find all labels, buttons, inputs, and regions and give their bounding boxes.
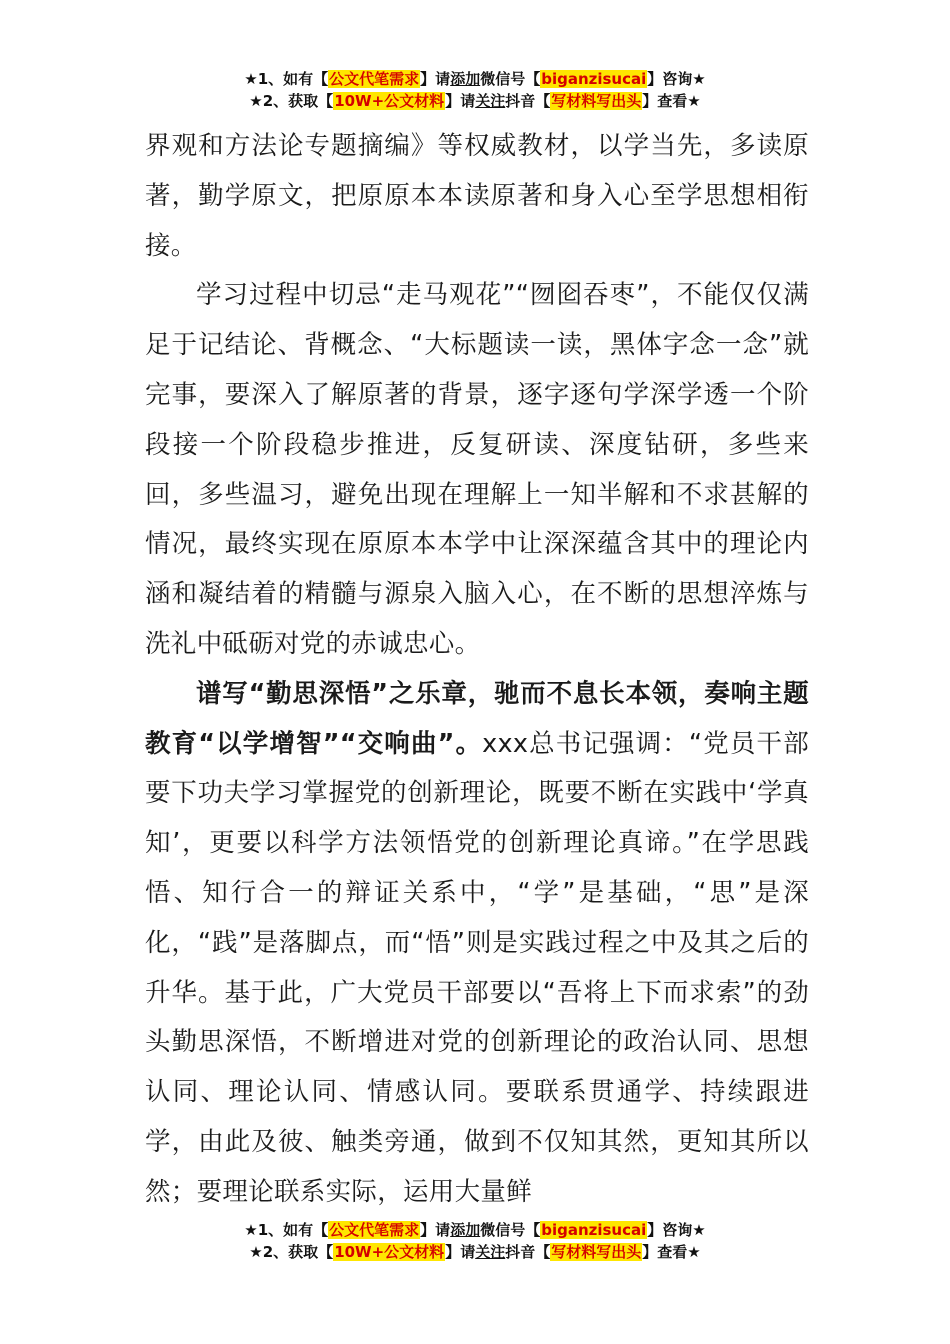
banner-text: 】请	[445, 1243, 476, 1261]
paragraph-2: 学习过程中切忌“走马观花”“囫囵吞枣”，不能仅仅满足于记结论、背概念、“大标题读一读，黑体字念一念”就完事，要深入了解原著的背景，逐字逐句学深学透一个阶段接一个阶段稳步推进，反复研读、深度钻研，多些来回，多些温习，避免出现在理解上一知半解和不求甚解的情况，最终实现在原原本本学中让深深蕴含其中的理论内涵和凝结着的精髓与源泉入脑入心，在不断的思想淬炼与洗礼中砥砺对党的赤诚忠心。	[145, 280, 809, 659]
paragraph-1: 界观和方法论专题摘编》等权威教材，以学当先，多读原著，勤学原文，把原原本本读原著和身入心至学思想相衔接。	[145, 131, 809, 261]
banner-text: ★1、如有【	[244, 1221, 329, 1239]
banner-wechat-id: biganzisucai	[541, 1221, 647, 1239]
banner-text: 微信号【	[480, 70, 541, 88]
banner-text: 抖音【	[505, 92, 551, 110]
banner-highlight: 公文代笔需求	[329, 70, 420, 88]
banner-wechat-id: biganzisucai	[541, 70, 647, 88]
banner-line-1	[0, 1219, 950, 1241]
banner-underline: 添加	[450, 1221, 481, 1239]
banner-line-2	[0, 1241, 950, 1263]
banner-douyin-id: 写材料写出头	[551, 92, 642, 110]
banner-text: 抖音【	[505, 1243, 551, 1261]
banner-text: 】请	[420, 70, 451, 88]
banner-text: ★2、获取【	[249, 92, 334, 110]
banner-text: 】查看★	[642, 92, 701, 110]
footer-banner	[0, 1219, 950, 1263]
banner-text: 】咨询★	[647, 70, 706, 88]
banner-text: ★1、如有【	[244, 70, 329, 88]
banner-highlight: 公文代笔需求	[329, 1221, 420, 1239]
banner-text: 微信号【	[480, 1221, 541, 1239]
paragraph-3-heading: 谱写“勤思深悟”之乐章，驰而不息长本领，奏响主题教育“以学增智”“交响曲”。	[145, 678, 809, 759]
banner-underline: 关注	[475, 92, 506, 110]
banner-text: ★2、获取【	[249, 1243, 334, 1261]
banner-underline: 添加	[450, 70, 481, 88]
banner-text: 】请	[420, 1221, 451, 1239]
banner-text: 】查看★	[642, 1243, 701, 1261]
banner-text: 】咨询★	[647, 1221, 706, 1239]
paragraph-3	[145, 670, 809, 1218]
banner-underline: 关注	[475, 1243, 506, 1261]
banner-text: 】请	[445, 92, 476, 110]
banner-line-1	[0, 68, 950, 90]
banner-highlight: 10W+公文材料	[334, 1243, 445, 1261]
document-body	[145, 122, 809, 1218]
banner-line-2	[0, 90, 950, 112]
banner-douyin-id: 写材料写出头	[551, 1243, 642, 1261]
header-banner	[0, 68, 950, 112]
paragraph-3-text: xxx总书记强调：“党员干部要下功夫学习掌握党的创新理论，既要不断在实践中‘学真知’，更要以科学方法领悟党的创新理论真谛。”在学思践悟、知行合一的辩证关系中，“学”是基础，“思”是深化，“践”是落脚点，而“悟”则是实践过程之中及其之后的升华。基于此，广大党员干部要以“吾将上下而求索”的劲头勤思深悟，不断增进对党的创新理论的政治认同、思想认同、理论认同、情感认同。要联系贯通学、持续跟进学，由此及彼、触类旁通，做到不仅知其然，更知其所以然；要理论联系实际，运用大量鲜	[145, 728, 809, 1207]
banner-highlight: 10W+公文材料	[334, 92, 445, 110]
